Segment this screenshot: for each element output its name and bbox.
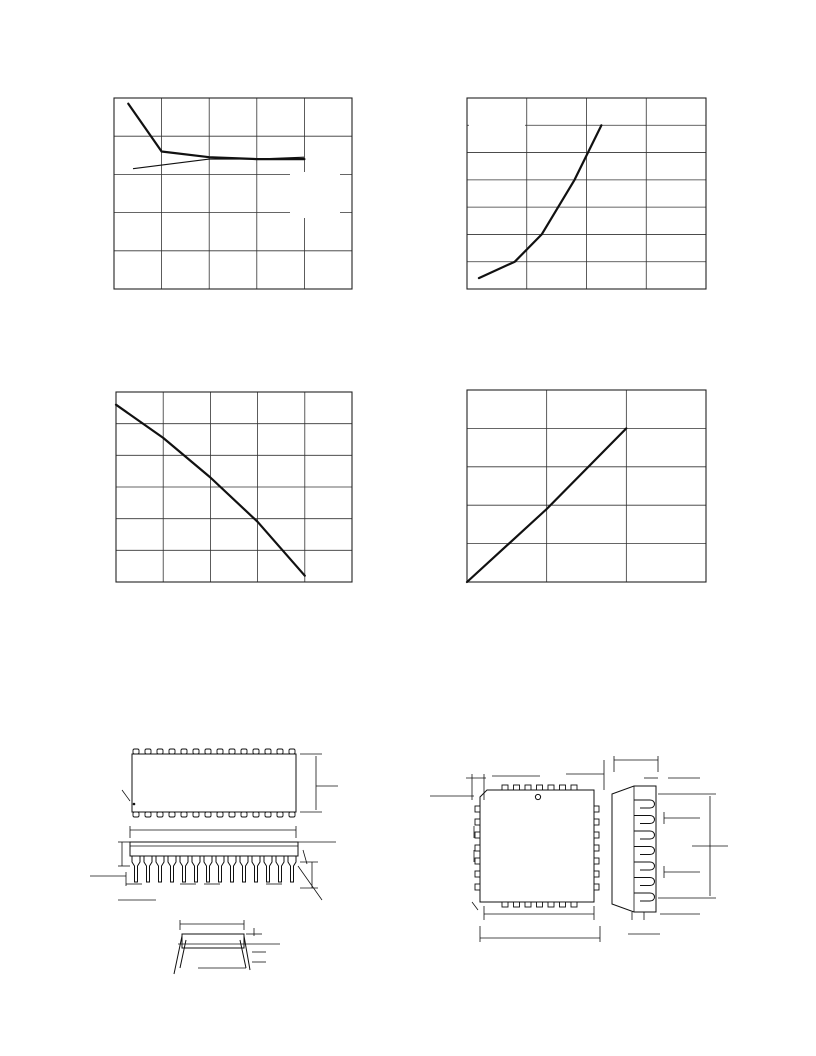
dip-pin [289, 749, 295, 754]
dip-side-lead [264, 856, 272, 882]
chart-label-gap [469, 400, 545, 428]
dip-pin [181, 812, 187, 817]
dip-pin [229, 749, 235, 754]
dip-pin [181, 749, 187, 754]
dip-pin [145, 749, 151, 754]
plcc-body [480, 790, 594, 902]
dip-pin [217, 749, 223, 754]
dip-side-lead [168, 856, 176, 882]
chart-top-right [467, 98, 706, 289]
dip-side-lead [240, 856, 248, 882]
plcc-pin-top [514, 785, 520, 790]
plcc-pin-top [548, 785, 554, 790]
dip-side-lead [276, 856, 284, 882]
dip-side-view-body [130, 842, 298, 856]
dip-pin [157, 749, 163, 754]
plcc-pin-right [594, 884, 599, 890]
plcc-j-lead [634, 800, 655, 808]
plcc-pin-bottom [537, 902, 543, 907]
dip-pin [241, 749, 247, 754]
dip-side-lead [228, 856, 236, 882]
dip-pin [277, 749, 283, 754]
plcc-j-lead [634, 831, 655, 839]
dip-pin [157, 812, 163, 817]
chart-label-gap [469, 108, 525, 126]
dip-side-lead [288, 856, 296, 882]
plcc-pin-bottom [514, 902, 520, 907]
plcc-j-lead [634, 878, 655, 886]
dip-pin [193, 749, 199, 754]
dip-side-lead [156, 856, 164, 882]
dip-top-view-body [132, 754, 296, 812]
plcc-j-lead [634, 862, 655, 870]
plcc-pin-right [594, 819, 599, 825]
plcc-pin-right [594, 871, 599, 877]
plcc-pin-top [571, 785, 577, 790]
plcc-pin-right [594, 858, 599, 864]
plcc-pin-left [475, 845, 480, 851]
dip-pin [169, 749, 175, 754]
plcc-pin-bottom [571, 902, 577, 907]
plcc-pin-left [475, 871, 480, 877]
dip-top-pins [133, 749, 295, 754]
pin1-dot-icon [133, 803, 136, 806]
plcc-side-leads [634, 800, 655, 901]
dip-pin [169, 812, 175, 817]
dip-pin [229, 812, 235, 817]
dip-package-drawing [90, 749, 338, 974]
series-line-1 [479, 125, 602, 278]
dip-pin [253, 812, 259, 817]
plcc-pin-bottom [560, 902, 566, 907]
dip-pin [133, 812, 139, 817]
dip-side-leads [132, 856, 296, 882]
dip-end-lead-right [240, 936, 250, 970]
circle-icon [535, 794, 540, 799]
plcc-pin-top [525, 785, 531, 790]
plcc-pin-top [560, 785, 566, 790]
dip-side-lead [216, 856, 224, 882]
dip-pin [241, 812, 247, 817]
plcc-pin-left [475, 819, 480, 825]
dip-pin [265, 812, 271, 817]
plcc-pin-bottom [548, 902, 554, 907]
dip-pin [193, 812, 199, 817]
dip-pin [265, 749, 271, 754]
plcc-j-lead [634, 893, 655, 901]
dip-pin [205, 749, 211, 754]
plcc-j-lead [634, 847, 655, 855]
plcc-pin-left [475, 806, 480, 812]
dip-side-lead [180, 856, 188, 882]
chart-label-gap [290, 172, 340, 218]
dip-end-view-body [182, 934, 244, 948]
plcc-pin-left [475, 832, 480, 838]
plcc-pin-left [475, 858, 480, 864]
dip-side-lead [132, 856, 140, 882]
dip-pin [217, 812, 223, 817]
dip-side-lead [192, 856, 200, 882]
plcc-pin-right [594, 832, 599, 838]
plcc-j-lead [634, 816, 655, 824]
plcc-package-drawing [430, 756, 728, 942]
dip-pin [145, 812, 151, 817]
dip-end-lead-left [174, 936, 186, 974]
plcc-pin-top [502, 785, 508, 790]
dip-pin [277, 812, 283, 817]
dip-side-lead [144, 856, 152, 882]
dip-bottom-pins [133, 812, 295, 817]
dip-pin [205, 812, 211, 817]
series-line-1 [128, 104, 304, 159]
dip-pin [133, 749, 139, 754]
dip-pin [289, 812, 295, 817]
chart-middle-left [116, 392, 352, 582]
plcc-pin-right [594, 845, 599, 851]
plcc-pin-bottom [525, 902, 531, 907]
plcc-pin-right [594, 806, 599, 812]
dip-side-lead [204, 856, 212, 882]
plcc-pin-bottom [502, 902, 508, 907]
plcc-pins [475, 785, 599, 907]
dip-side-lead [252, 856, 260, 882]
plcc-pin-left [475, 884, 480, 890]
plcc-pin-top [537, 785, 543, 790]
pin1-leader-line [122, 790, 130, 801]
dip-pin [253, 749, 259, 754]
